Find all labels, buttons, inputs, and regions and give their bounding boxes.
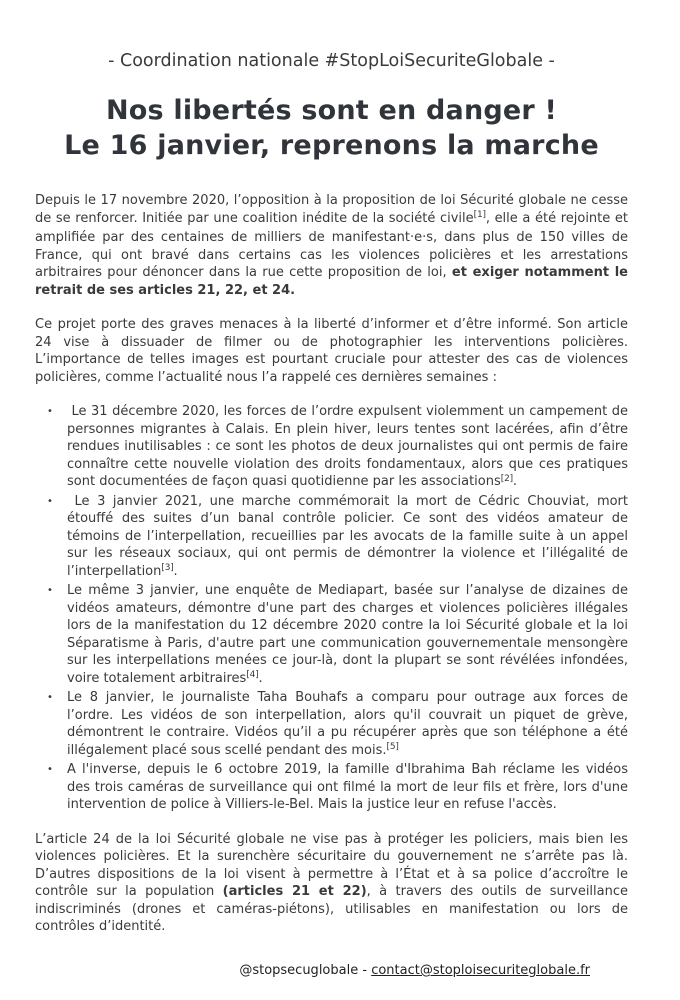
footnote-marker: [4]: [246, 670, 259, 680]
twitter-handle: @stopsecuglobale: [239, 963, 359, 978]
footnote-marker: [1]: [473, 210, 486, 220]
list-item: [35, 582, 628, 689]
list-item-text: [67, 582, 628, 689]
text-run: Ce projet porte des graves menaces à la liberté d’informer et d’être informé. Son article 24 vise à dissuader de filmer ou de photographier les interventions policières. L’importance de telles images est pourtant cruciale pour attester des cas de violences policières, comme l’actualité nous l’a rappelé ces dernières semaines :: [35, 317, 628, 385]
footnote-marker: [2]: [500, 473, 513, 484]
bullet-icon: •: [47, 406, 53, 417]
text-run: , à travers des outils de surveillance indiscriminés (drones et caméras-piétons), utilisables en manifestation ou lors de contrôles d’identité.: [35, 884, 629, 934]
text-run: L’article 24 de la loi Sécurité globale ne vise pas à protéger les policiers, mais bien les violences policières. Et la surenchère sécuritaire du gouvernement ne s’arrête pas là. D’autres dispositions de la loi visent à permettre à l’État et à sa police d’accroître le contrôle sur la population: [35, 831, 628, 899]
footnote-marker: [5]: [386, 742, 399, 752]
text-run: , elle a été rejointe et amplifiée par des centaines de milliers de manifestant·e·s, dans plus de 150 villes de France, qui ont bravé dans certains cas les violences policières et les arrestations arbitraires pour dénoncer dans la rue cette proposition de loi,: [35, 210, 628, 280]
text-run: .: [173, 563, 178, 579]
list-item-text: [67, 761, 628, 814]
bullet-icon: •: [47, 692, 53, 703]
text-run: .: [258, 670, 263, 686]
paragraph: [35, 831, 628, 936]
list-item-text: [67, 403, 628, 493]
list-item: [35, 493, 628, 583]
footer: [239, 963, 590, 978]
text-run: Depuis le 17 novembre 2020, l’opposition à la proposition de loi Sécurité globale ne cesse de se renforcer. Initiée par une coalition inédite de la société civile: [35, 193, 628, 226]
bullet-list: [35, 403, 628, 814]
bullet-icon: •: [47, 495, 53, 507]
bullet-icon: •: [47, 585, 53, 596]
list-item-text: [67, 689, 628, 761]
page-title: [35, 93, 628, 163]
text-run: (articles 21 et 22): [222, 884, 367, 899]
text-run: .: [512, 474, 518, 489]
page-title-line2: Le 16 janvier, reprenons la marche: [64, 130, 599, 161]
list-item: [35, 761, 628, 814]
bullet-icon: •: [47, 764, 53, 775]
text-run: Le 3 janvier 2021, une marche commémorait la mort de Cédric Chouviat, mort étouffé des suites d’un banal contrôle policier. Ce sont des vidéos amateur de témoins de l’interpellation, recueillies par les avocats de la famille suite à un appel sur les réseaux sociaux, qui ont permis de démontrer la violence et l’illégalité de l’interpellation: [67, 493, 628, 579]
list-item: [35, 403, 628, 493]
contact-email-link[interactable]: contact@stoploisecuriteglobale.fr: [371, 963, 590, 978]
text-run: Le 8 janvier, le journaliste Taha Bouhafs a comparu pour outrage aux forces de l’ordre. Les vidéos de son interpellation, alors qu'il couvrait un piquet de grève, démontrent le contraire. Vidéos qu’il a pu récupérer après que son téléphone a été illégalement placé sous scellé pendant des mois.: [67, 690, 628, 758]
paragraph: [35, 192, 628, 299]
paragraph: [35, 316, 628, 386]
list-item-text: [67, 493, 628, 583]
text-run: et exiger notamment le retrait de ses articles 21, 22, et 24.: [35, 265, 628, 298]
document-body: [35, 192, 628, 936]
text-run: Le même 3 janvier, une enquête de Mediapart, basée sur l’analyse de dizaines de vidéos amateurs, démontre d'une part des charges et violences policières illégales lors de la manifestation du 12 décembre 2020 contre la loi Sécurité globale et la loi Séparatisme à Paris, d'autre part une communication gouvernementale mensongère sur les interpellations menées ce jour-là, dont la plupart se sont révélées infondées, voire totalement arbitraires: [67, 583, 628, 686]
page-title-line1: Nos libertés sont en danger !: [105, 95, 558, 126]
footnote-marker: [3]: [161, 563, 174, 573]
list-item: [35, 689, 628, 761]
text-run: Le 31 décembre 2020, les forces de l’ordre expulsent violemment un campement de personnes migrantes à Calais. En plein hiver, leurs tentes sont lacérées, afin d’être rendues inutilisables : ce sont les photos de deux journalistes qui ont permis de faire connaître cette nouvelle violation des droits fondamentaux, alors que ces pratiques sont documentées de façon quasi quotidienne par les associations: [67, 404, 628, 489]
footer-separator: -: [358, 963, 372, 978]
text-run: A l'inverse, depuis le 6 octobre 2019, la famille d'Ibrahima Bah réclame les vidéos des trois caméras de surveillance qui ont filmé la mort de leur fils et frère, lors d'une intervention de police à Villiers-le-Bel. Mais la justice leur en refuse l'accès.: [67, 762, 628, 812]
coordination-tagline: - Coordination nationale #StopLoiSecuriteGlobale -: [108, 51, 555, 71]
